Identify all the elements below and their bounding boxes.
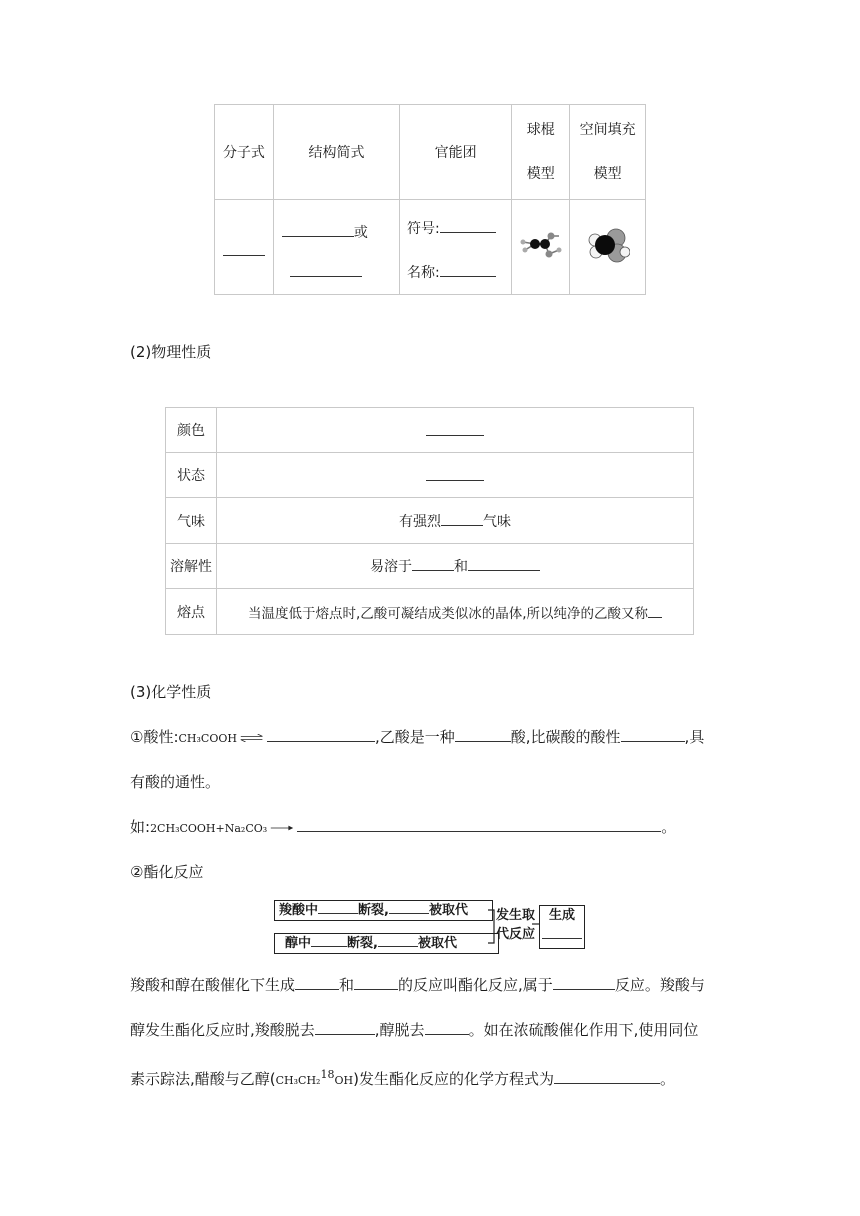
para-p2-b: ,醇脱去 [374,1021,425,1039]
para-p1-b: 和 [339,976,355,994]
symbol-blank[interactable] [440,218,496,233]
diagram-result-label: 生成 [548,908,575,923]
para-blank-equation[interactable] [554,1069,660,1084]
state-label: 状态 [166,453,217,498]
melting-point-label: 熔点 [166,589,217,635]
header-space-fill-line1: 空间填充 [579,122,636,138]
odor-blank[interactable] [441,511,483,526]
functional-group-cell [400,200,512,295]
symbol-label: 符号: [407,221,440,237]
para-p1-c: 的反应叫酯化反应,属于 [398,976,553,994]
header-ball-stick [512,105,570,200]
diagram-mid-1: 发生取 [496,908,536,923]
example-formula: 2CH₃COOH+Na₂CO₃ [150,822,268,835]
acidity-t1: ,乙酸是一种 [374,728,455,746]
acidity-ionization-blank[interactable] [267,727,375,742]
para-p3-isotope: 18 [320,1068,335,1081]
formula-blank[interactable] [223,241,265,256]
header-space-fill [570,105,646,200]
diagram-mid-text [496,906,535,944]
solubility-pre: 易溶于 [370,559,412,575]
diagram-box-alcohol [274,933,499,954]
melting-point-value [217,589,694,635]
diagram-box2-c: 被取代 [417,936,457,951]
color-value [217,408,694,453]
header-structure: 结构简式 [273,105,399,200]
example-end: 。 [661,818,677,836]
esterification-para-line2 [130,1020,698,1040]
formula-cell [215,200,274,295]
para-blank-reaction-type[interactable] [553,975,615,990]
solubility-mid: 和 [454,559,468,575]
odor-value [217,498,694,544]
header-ball-stick-line1: 球棍 [526,122,555,138]
para-p2-a: 醇发生酯化反应时,羧酸脱去 [130,1021,315,1039]
diagram-box2-b: 断裂, [347,936,378,951]
example-prefix: 如: [130,818,151,836]
solubility-label: 溶解性 [166,544,217,589]
acidity-formula: CH₃COOH [178,732,237,745]
para-blank-product-1[interactable] [295,975,339,990]
diagram-box-carboxylic-acid [274,900,493,921]
color-blank[interactable] [426,421,484,436]
acidity-line-2: 有酸的通性。 [130,773,221,791]
diagram-box1-a: 羧酸中 [279,903,319,918]
acidity-t3: ,具 [684,728,705,746]
structure-cell [273,200,399,295]
state-blank[interactable] [426,466,484,481]
structure-blank-1[interactable] [282,222,354,237]
color-label: 颜色 [166,408,217,453]
esterification-title: ②酯化反应 [130,863,204,881]
space-fill-model-image [586,226,630,264]
esterification-diagram [274,900,586,954]
melting-point-blank[interactable] [648,603,662,618]
diagram-mid-2: 代反应 [496,927,536,942]
ball-stick-model-cell [512,200,570,295]
para-blank-acid-removes[interactable] [315,1020,375,1035]
para-p1-d: 反应。羧酸与 [614,976,705,994]
header-space-fill-line2: 模型 [593,166,622,182]
para-p2-c: 。如在浓硫酸催化作用下,使用同位 [468,1021,699,1039]
para-p3-end: 。 [659,1070,675,1088]
name-blank[interactable] [440,262,496,277]
space-fill-model-cell [570,200,646,295]
acidity-t2: 酸,比碳酸的酸性 [510,728,621,746]
odor-post: 气味 [483,513,511,530]
ball-stick-model-image [519,230,563,260]
ethanoic-acid-structure-table [214,104,646,295]
odor-pre: 有强烈 [399,513,441,530]
physical-properties-table [165,407,694,635]
para-p1-a: 羧酸和醇在酸催化下生成 [130,976,296,994]
header-functional-group: 官能团 [400,105,512,200]
reaction-arrow-icon [267,824,297,832]
example-equation-blank[interactable] [297,817,661,832]
solubility-blank-1[interactable] [412,556,454,571]
esterification-para-line1 [130,975,705,995]
header-formula: 分子式 [215,105,274,200]
diagram-box2-a: 醇中 [285,936,312,951]
acid-strength-blank[interactable] [455,727,511,742]
melting-point-text: 当温度低于熔点时,乙酸可凝结成类似冰的晶体,所以纯净的乙酸又称 [247,605,649,622]
para-p3-oh: OH [334,1074,354,1087]
structure-or: 或 [353,225,368,241]
diagram-box2-blank2[interactable] [378,934,418,947]
diagram-box1-c: 被取代 [428,903,468,918]
diagram-box1-b: 断裂, [358,903,389,918]
para-blank-product-2[interactable] [354,975,398,990]
para-p3-b: )发生酯化反应的化学方程式为 [353,1070,554,1088]
para-p3-a: 素示踪法,醋酸与乙醇( [130,1070,276,1088]
equilibrium-arrow-icon [237,734,267,742]
diagram-box2-blank1[interactable] [311,934,347,947]
solubility-value [217,544,694,589]
header-ball-stick-line2: 模型 [526,166,555,182]
para-p3-formula: CH₃CH₂ [275,1074,321,1087]
esterification-para-line3 [130,1065,675,1091]
odor-label: 气味 [166,498,217,544]
example-line [130,817,676,839]
diagram-box1-blank2[interactable] [389,901,429,914]
solubility-blank-2[interactable] [468,556,540,571]
name-label: 名称: [407,265,440,281]
acidity-prefix: ①酸性: [130,728,179,746]
structure-blank-2[interactable] [290,262,362,277]
acidity-line [130,727,704,749]
diagram-result-box [539,905,585,949]
section-physical-properties-title: (2)物理性质 [130,343,212,361]
section-chemical-properties-title: (3)化学性质 [130,683,212,701]
acidity-compare-blank[interactable] [621,727,685,742]
diagram-box1-blank1[interactable] [318,901,358,914]
diagram-result-blank[interactable] [542,926,582,939]
para-blank-alcohol-removes[interactable] [425,1020,469,1035]
state-value [217,453,694,498]
